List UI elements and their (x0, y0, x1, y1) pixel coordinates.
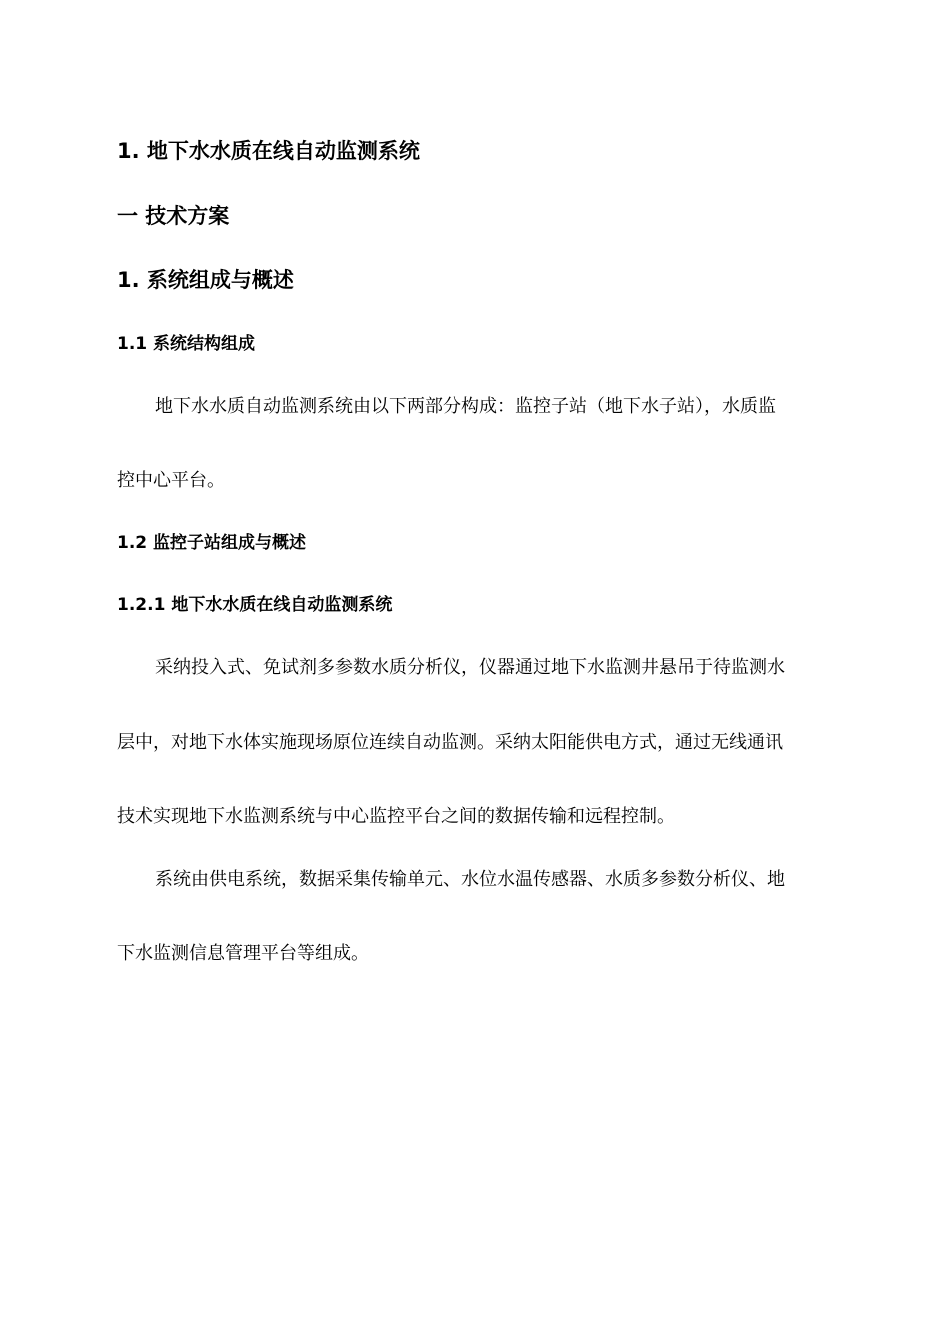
paragraph-line: 下水监测信息管理平台等组成。 (117, 943, 369, 964)
paragraph-line: 技术实现地下水监测系统与中心监控平台之间的数据传输和远程控制。 (117, 806, 675, 827)
heading-section-1-2: 1.2 监控子站组成与概述 (117, 533, 307, 553)
heading-system-overview: 1. 系统组成与概述 (117, 268, 294, 292)
heading-section-1-1: 1.1 系统结构组成 (117, 334, 256, 354)
paragraph-line: 层中，对地下水体实施现场原位连续自动监测。采纳太阳能供电方式，通过无线通讯 (117, 732, 783, 753)
paragraph-line: 采纳投入式、免试剂多参数水质分析仪，仪器通过地下水监测井悬吊于待监测水 (155, 657, 785, 678)
heading-section-1-2-1: 1.2.1 地下水水质在线自动监测系统 (117, 595, 393, 615)
paragraph-line: 地下水水质自动监测系统由以下两部分构成：监控子站（地下水子站），水质监 (155, 396, 776, 417)
heading-main-title: 1. 地下水水质在线自动监测系统 (117, 139, 420, 163)
heading-technical-plan: 一 技术方案 (117, 204, 230, 228)
paragraph-line: 系统由供电系统，数据采集传输单元、水位水温传感器、水质多参数分析仪、地 (155, 869, 785, 890)
paragraph-line: 控中心平台。 (117, 470, 225, 491)
